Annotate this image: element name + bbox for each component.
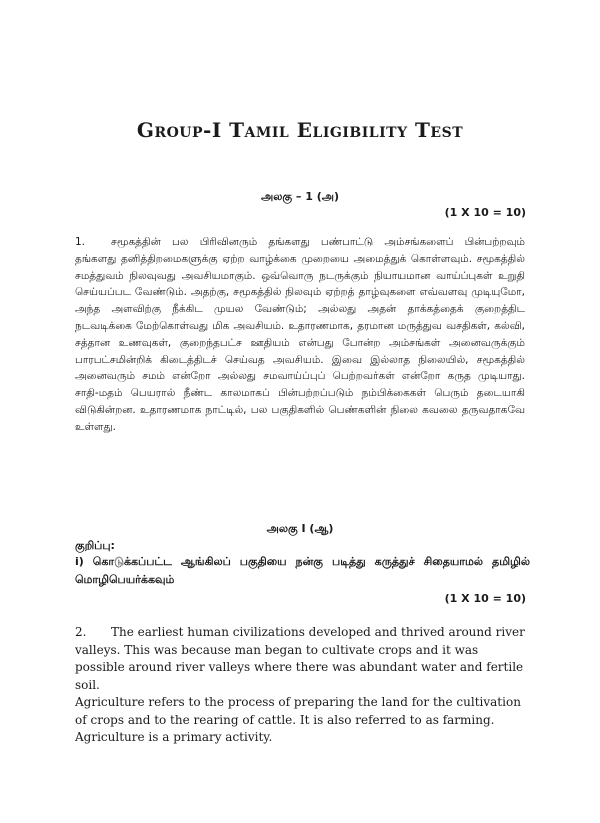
section-a-marks: (1 X 10 = 10) xyxy=(444,206,526,219)
section-b-passage xyxy=(75,624,530,747)
section-a-heading: அலகு – 1 (அ) xyxy=(261,190,339,203)
section-b-marks: (1 X 10 = 10) xyxy=(444,592,526,605)
english-paragraph-2: Agriculture refers to the process of preparing the land for the cultivation of crops and to the rearing of cattle. It is also referred to as farming. Agriculture is a primary activity. xyxy=(75,695,521,744)
english-paragraph-1-text: The earliest human civilizations developed and thrived around river valleys. This was because man began to cultivate crops and it was possible around river valleys where there was abundant water and fertile soil. xyxy=(75,625,525,692)
question-number: 1. xyxy=(75,236,86,248)
section-a-passage xyxy=(75,234,525,436)
page-title: Group-I Tamil Eligibility Test xyxy=(136,118,464,142)
tamil-passage-text: சமூகத்தின் பல பிரிவினரும் தங்களது பண்பாட்டு அம்சங்களைப் பின்பற்றவும் தங்களது தனித்திறமைகளுக்கு ஏற்ற வாழ்க்கை முறையை அமைத்துக் கொள்ளவும். சமூகத்தில் சமத்துவம் நிலவுவது அவசியமாகும். ஒவ்வொரு நடருக்கும் நியாயமான வாய்ப்புகள் உறுதி செய்யப்பட வேண்டும். அதற்கு, சமூகத்தில் நிலவும் ஏற்றத் தாழ்வுகளை எவ்வளவு முடியுமோ, அந்த அளவிற்கு நீக்கிட முயல வேண்டும்; அல்லது அதன் தாக்கத்தைக் குறைத்திட நடவடிக்கை மேற்கொள்வது மிக அவசியம். உதாரணமாக, தரமான மருத்துவ வசதிகள், கல்வி, சத்தான உணவுகள், குறைந்தபட்ச ஊதியம் என்பது போன்ற அம்சங்கள் அனைவருக்கும் பாரபட்சமின்றிக் கிடைத்திடச் செய்வத அவசியம். இவை இல்லாத நிலையில், சமூகத்தில் அனைவரும் சமம் என்றோ அல்லது சமவாய்ப்புப் பெற்றவர்கள் என்றோ கருத முடியாது. சாதி-மதம் பெயரால் நீண்ட காலமாகப் பின்பற்றப்படும் நம்பிக்கைகள் பெரும் தடையாகி விடுகின்றன. உதாரணமாக நாட்டில், பல பகுதிகளில் பெண்களின் நிலை கவலை தருவதாகவே உள்ளது. xyxy=(75,236,525,433)
translation-instruction: i) கொடுக்கப்பட்ட ஆங்கிலப் பகுதியை நன்கு படித்து கருத்துச் சிதையாமல் தமிழில் மொழிபெயர்க்கவும் xyxy=(75,555,530,586)
note-label: குறிப்பு: xyxy=(75,539,115,552)
section-b-heading: அலகு I (ஆ) xyxy=(266,522,334,535)
english-paragraph-1 xyxy=(75,624,530,694)
question-number: 2. xyxy=(75,625,87,639)
